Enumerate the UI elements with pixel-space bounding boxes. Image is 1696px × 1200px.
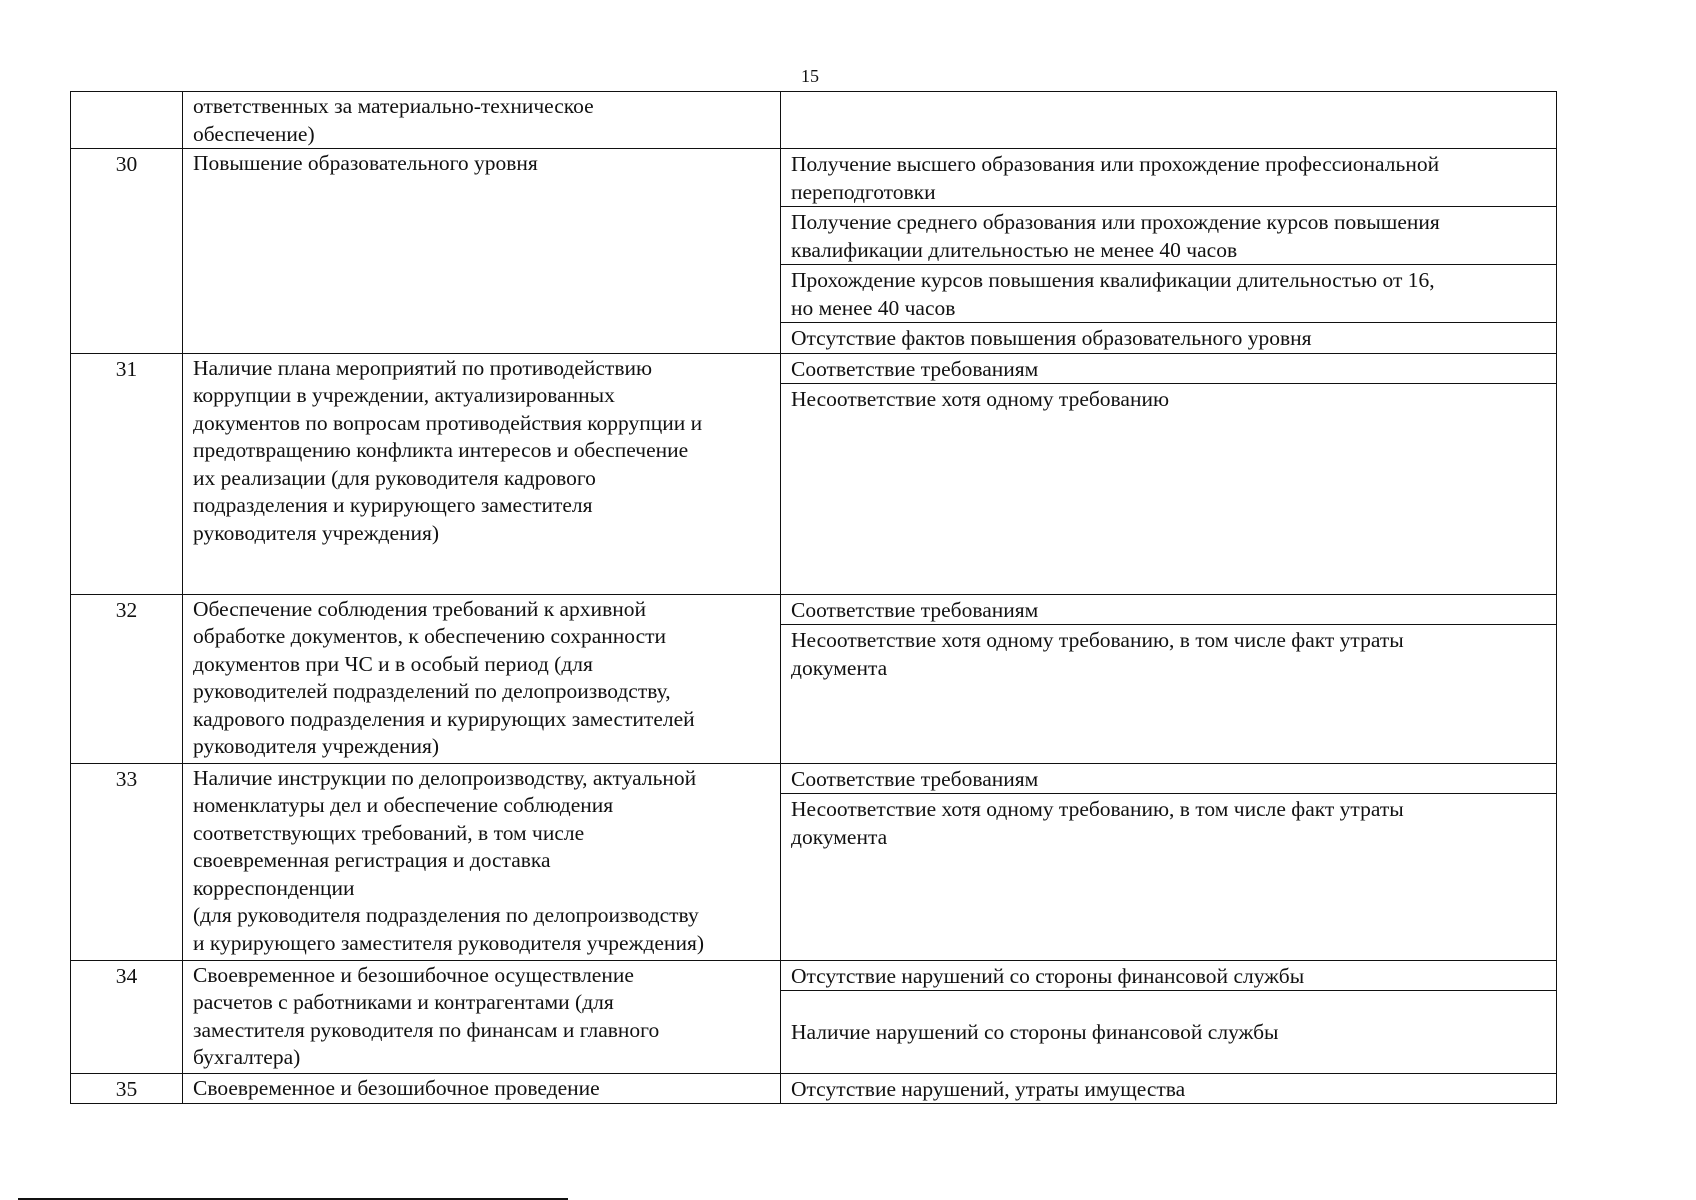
evaluation-item: Соответствие требованиям: [781, 764, 1556, 795]
page-number: 15: [801, 66, 819, 86]
table-row-32: [71, 594, 1557, 763]
evaluation-cell: [781, 353, 1557, 594]
evaluation-cell: [781, 960, 1557, 1073]
evaluation-item: Наличие нарушений со стороны финансовой службы: [791, 1020, 1279, 1044]
table-row-35: [71, 1073, 1557, 1104]
criterion-cell: [183, 149, 781, 354]
evaluation-cell: [781, 149, 1557, 354]
row-number: [71, 92, 183, 149]
criterion-cell: [183, 960, 781, 1073]
evaluation-item: Несоответствие хотя одному требованию: [791, 387, 1170, 411]
criterion-cell: [183, 353, 781, 594]
criterion-text: ответственных за материально-техническое обеспечение): [193, 94, 594, 146]
table-row-continuation: [71, 92, 1557, 149]
row-number: 35: [71, 1073, 183, 1104]
row-number: 30: [71, 149, 183, 354]
evaluation-cell: [781, 763, 1557, 960]
evaluation-item: Соответствие требованиям: [781, 354, 1556, 385]
evaluation-item: Отсутствие нарушений со стороны финансовой службы: [781, 961, 1556, 992]
evaluation-item: Несоответствие хотя одному требованию, в том числе факт утраты документа: [791, 628, 1404, 680]
table-row-30: [71, 149, 1557, 354]
criterion-cell: [183, 594, 781, 763]
criterion-text: Наличие инструкции по делопроизводству, актуальной номенклатуры дел и обеспечение соблюдения соответствующих требований, в том числе своевременная регистрация и доставка корреспонденции (для руководителя подразделения по делопроизводству и курирующего заместителя руководителя учреждения): [193, 765, 704, 955]
evaluation-item: Несоответствие хотя одному требованию, в том числе факт утраты документа: [791, 797, 1404, 849]
evaluation-item: [781, 92, 1556, 94]
criterion-text: Обеспечение соблюдения требований к архивной обработке документов, к обеспечению сохранности документов при ЧС и в особый период (для руководителей подразделений по делопроизводству, кадрового подразделения и курирующих заместителей руководителя учреждения): [193, 596, 695, 758]
evaluation-item: Отсутствие фактов повышения образовательного уровня: [791, 326, 1312, 350]
row-number: 32: [71, 594, 183, 763]
criterion-cell: [183, 92, 781, 149]
table-row-34: [71, 960, 1557, 1073]
evaluation-item: Прохождение курсов повышения квалификации длительностью от 16, но менее 40 часов: [781, 265, 1556, 323]
evaluation-item: Соответствие требованиям: [781, 595, 1556, 626]
evaluation-cell: [781, 594, 1557, 763]
criterion-text: Наличие плана мероприятий по противодействию коррупции в учреждении, актуализированных документов по вопросам противодействия коррупции и предотвращению конфликта интересов и обеспечение их реализации (для руководителя кадрового подразделения и курирующего заместителя руководителя учреждения): [193, 355, 703, 545]
row-number: 31: [71, 353, 183, 594]
criteria-table: [70, 91, 1557, 1104]
evaluation-cell: [781, 1073, 1557, 1104]
criterion-cell: [183, 763, 781, 960]
row-number: 33: [71, 763, 183, 960]
criterion-text: Своевременное и безошибочное осуществление расчетов с работниками и контрагентами (для заместителя руководителя по финансам и главного бухгалтера): [193, 962, 660, 1069]
criterion-text: Своевременное и безошибочное проведение: [193, 1075, 600, 1100]
evaluation-cell: [781, 92, 1557, 149]
evaluation-item: Получение высшего образования или прохождение профессиональной переподготовки: [781, 149, 1556, 207]
criterion-text: Повышение образовательного уровня: [193, 151, 538, 175]
row-number: 34: [71, 960, 183, 1073]
table-row-31: [71, 353, 1557, 594]
table-row-33: [71, 763, 1557, 960]
criterion-cell: [183, 1073, 781, 1104]
evaluation-item: Получение среднего образования или прохождение курсов повышения квалификации длительностью не менее 40 часов: [781, 207, 1556, 265]
evaluation-item: Отсутствие нарушений, утраты имущества: [791, 1076, 1186, 1101]
